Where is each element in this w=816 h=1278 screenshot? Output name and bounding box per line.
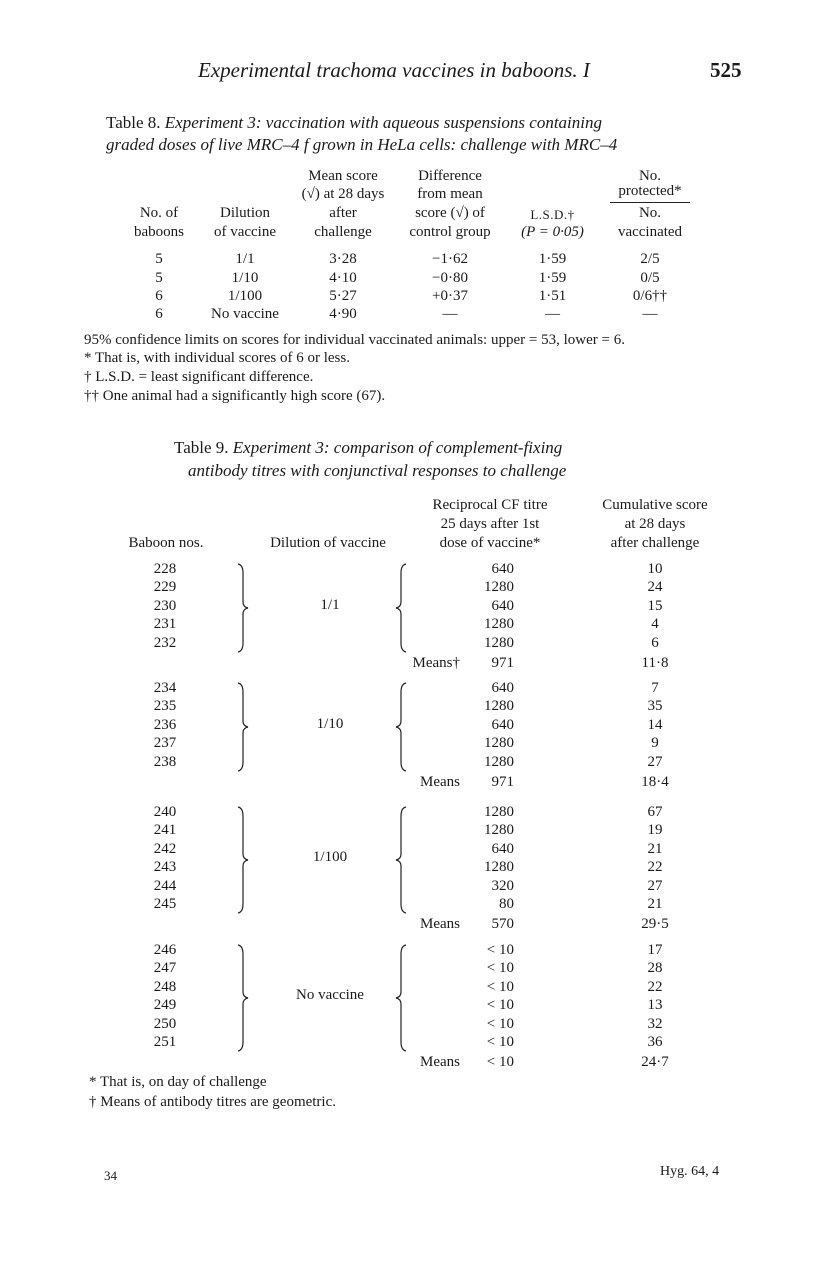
t8-header-diff-4: control group — [409, 224, 491, 240]
t8-header-mean-2: (√) at 28 days — [301, 186, 385, 202]
t9-cell-titre: 1280 — [484, 735, 514, 751]
footer-page-marker: 34 — [104, 1168, 117, 1183]
t9-cell-baboon: 242 — [153, 841, 177, 857]
t9-cell-baboon: 246 — [153, 942, 177, 958]
t8-fraction-rule — [610, 202, 690, 203]
t9-group-brace-left — [236, 806, 252, 914]
t9-means-titre: 971 — [491, 774, 514, 790]
t9-cell-titre: 1280 — [484, 859, 514, 875]
t9-header-score-2: at 28 days — [624, 516, 686, 532]
t9-cell-titre: 80 — [499, 896, 514, 912]
t9-cell-score: 21 — [647, 896, 663, 912]
t8-cell-mean: 3·28 — [329, 251, 357, 267]
t9-cell-titre: 1280 — [484, 616, 514, 632]
t9-means-titre: < 10 — [486, 1054, 514, 1070]
t8-note: * That is, with individual scores of 6 or less. — [84, 350, 350, 366]
t9-cell-baboon: 234 — [153, 680, 177, 696]
t9-header-score-1: Cumulative score — [602, 497, 708, 513]
t9-cell-titre: 1280 — [484, 635, 514, 651]
table9-caption-line1 — [174, 438, 562, 458]
t9-cell-baboon: 243 — [153, 859, 177, 875]
t8-cell-dilution: 1/100 — [227, 288, 263, 304]
t9-cell-baboon: 238 — [153, 754, 177, 770]
t9-group-brace-right — [392, 806, 408, 914]
t9-group-brace-left — [236, 682, 252, 772]
t8-cell-lsd: 1·59 — [538, 270, 567, 286]
t8-cell-diff: +0·37 — [432, 288, 468, 304]
table8-caption-line2: graded doses of live MRC–4 f grown in HeLa cells: challenge with MRC–4 — [106, 135, 618, 154]
t9-group-brace-left — [236, 944, 252, 1052]
t9-cell-score: 17 — [647, 942, 663, 958]
t8-header-protected-2: protected* — [618, 183, 682, 199]
t8-header-diff-2: from mean — [417, 186, 483, 202]
t9-header-titre-3: dose of vaccine* — [439, 535, 541, 551]
t8-cell-diff: — — [442, 306, 458, 322]
t9-cell-score: 10 — [647, 561, 663, 577]
t8-note: †† One animal had a significantly high score (67). — [84, 388, 386, 404]
t9-cell-titre: < 10 — [486, 1016, 514, 1032]
t9-header-baboon-nos: Baboon nos. — [128, 535, 204, 551]
t8-header-baboons-2: baboons — [134, 224, 184, 240]
t8-cell-protected: — — [642, 306, 658, 322]
t9-cell-baboon: 244 — [153, 878, 177, 894]
t9-cell-titre: 640 — [491, 598, 514, 614]
table9-caption-lead: Table 9. — [174, 438, 229, 457]
t8-cell-protected: 0/6†† — [632, 288, 668, 304]
t8-header-mean-1: Mean score — [308, 168, 378, 184]
t9-group-dilution: No vaccine — [296, 987, 364, 1003]
t9-cell-score: 7 — [651, 680, 659, 696]
t9-cell-baboon: 245 — [153, 896, 177, 912]
t9-means-label: Means — [420, 1054, 460, 1070]
t9-cell-baboon: 237 — [153, 735, 177, 751]
t9-header-score-3: after challenge — [610, 535, 700, 551]
running-head — [0, 58, 816, 88]
t9-means-titre: 570 — [491, 916, 514, 932]
t8-header-diff-3: score (√) of — [415, 205, 485, 221]
t9-cell-titre: 640 — [491, 561, 514, 577]
t9-cell-titre: 320 — [491, 878, 514, 894]
t9-cell-titre: 1280 — [484, 804, 514, 820]
t9-cell-score: 9 — [651, 735, 659, 751]
t9-group-brace-left-path — [238, 945, 248, 1051]
t8-cell-diff: −0·80 — [432, 270, 468, 286]
t8-note: † L.S.D. = least significant difference. — [84, 369, 314, 385]
t8-header-mean-3: after — [329, 205, 357, 221]
t9-means-label: Means — [420, 916, 460, 932]
t8-header-mean-4: challenge — [314, 224, 372, 240]
t8-header-protected-4: vaccinated — [617, 224, 683, 240]
t9-group-brace-left-path — [238, 807, 248, 913]
t9-note: † Means of antibody titres are geometric. — [89, 1094, 337, 1110]
t9-means-titre: 971 — [491, 655, 514, 671]
t8-cell-protected: 2/5 — [640, 251, 660, 267]
t8-cell-baboons: 5 — [155, 251, 163, 267]
t9-cell-baboon: 241 — [153, 822, 177, 838]
t9-header-dilution: Dilution of vaccine — [270, 535, 386, 551]
t8-header-dilution-2: of vaccine — [213, 224, 277, 240]
t9-cell-score: 24 — [647, 579, 663, 595]
t9-cell-score: 27 — [647, 878, 663, 894]
t9-cell-titre: < 10 — [486, 997, 514, 1013]
t8-header-lsd-2: (P = 0·05) — [521, 224, 584, 240]
t8-cell-mean: 5·27 — [329, 288, 357, 304]
t9-means-score: 24·7 — [641, 1054, 669, 1070]
page-number: 525 — [710, 58, 742, 82]
t9-cell-baboon: 236 — [153, 717, 177, 733]
t9-cell-score: 32 — [647, 1016, 663, 1032]
t9-group-brace-left — [236, 563, 252, 653]
t9-means-score: 11·8 — [641, 655, 669, 671]
t8-header-dilution-1: Dilution — [219, 205, 270, 221]
t9-cell-titre: 1280 — [484, 754, 514, 770]
t9-group-dilution: 1/10 — [316, 716, 344, 732]
t9-cell-score: 14 — [647, 717, 663, 733]
t9-group-brace-left-path — [238, 564, 248, 652]
running-head-title: Experimental trachoma vaccines in baboons. I — [198, 58, 590, 82]
t9-cell-baboon: 235 — [153, 698, 177, 714]
t9-cell-score: 67 — [647, 804, 663, 820]
t9-header-titre-2: 25 days after 1st — [440, 516, 540, 532]
t9-group-brace-right-path — [396, 807, 406, 913]
t9-cell-titre: 1280 — [484, 579, 514, 595]
t9-cell-score: 22 — [647, 859, 663, 875]
t8-cell-lsd: — — [545, 306, 560, 322]
t9-cell-baboon: 229 — [153, 579, 177, 595]
t9-cell-titre: 640 — [491, 680, 514, 696]
t9-group-brace-right-path — [396, 564, 406, 652]
t9-cell-titre: 640 — [491, 841, 514, 857]
t9-cell-score: 6 — [651, 635, 659, 651]
t9-note: * That is, on day of challenge — [89, 1074, 267, 1090]
t9-group-brace-left-path — [238, 683, 248, 771]
t9-cell-titre: < 10 — [486, 960, 514, 976]
t8-cell-lsd: 1·51 — [538, 288, 567, 304]
t8-note: 95% confidence limits on scores for individual vaccinated animals: upper = 53, lower = 6. — [84, 332, 625, 348]
t8-header-protected-3: No. — [638, 205, 662, 221]
t9-cell-baboon: 249 — [153, 997, 177, 1013]
t8-cell-diff: −1·62 — [432, 251, 468, 267]
t9-cell-baboon: 247 — [153, 960, 177, 976]
t9-group-brace-right-path — [396, 945, 406, 1051]
footer-journal-ref: Hyg. 64, 4 — [660, 1164, 720, 1179]
t9-means-label: Means† — [412, 655, 460, 671]
t8-header-diff-1: Difference — [418, 168, 482, 184]
t9-cell-titre: < 10 — [486, 1034, 514, 1050]
t8-cell-baboons: 6 — [155, 288, 163, 304]
t8-cell-baboons: 5 — [155, 270, 163, 286]
t9-cell-titre: 1280 — [484, 822, 514, 838]
t9-cell-baboon: 240 — [153, 804, 177, 820]
t9-cell-baboon: 228 — [153, 561, 177, 577]
t8-header-protected-1: No. — [638, 168, 662, 184]
t9-cell-titre: 640 — [491, 717, 514, 733]
t9-group-brace-right — [392, 563, 408, 653]
t9-cell-baboon: 230 — [153, 598, 177, 614]
t9-cell-score: 13 — [647, 997, 663, 1013]
t9-means-score: 18·4 — [641, 774, 669, 790]
t9-cell-score: 15 — [647, 598, 663, 614]
t8-cell-dilution: 1/10 — [231, 270, 259, 286]
t8-cell-baboons: 6 — [155, 306, 163, 322]
t9-header-titre-1: Reciprocal CF titre — [432, 497, 548, 513]
t9-cell-titre: < 10 — [486, 979, 514, 995]
t9-group-dilution: 1/100 — [312, 849, 348, 865]
t9-cell-score: 28 — [647, 960, 663, 976]
t9-cell-score: 27 — [647, 754, 663, 770]
table9-caption-text1: Experiment 3: comparison of complement-fixing — [232, 438, 563, 457]
t9-group-brace-right — [392, 682, 408, 772]
t9-cell-score: 22 — [647, 979, 663, 995]
t9-cell-baboon: 248 — [153, 979, 177, 995]
t9-cell-baboon: 231 — [153, 616, 177, 632]
t9-cell-score: 36 — [647, 1034, 663, 1050]
t9-group-brace-right — [392, 944, 408, 1052]
table8-caption-lead: Table 8. — [106, 113, 161, 132]
t9-cell-titre: < 10 — [486, 942, 514, 958]
table8-caption-line1 — [106, 113, 602, 133]
t8-cell-mean: 4·10 — [329, 270, 357, 286]
t9-cell-score: 21 — [647, 841, 663, 857]
t8-cell-dilution: No vaccine — [211, 306, 279, 322]
t8-cell-mean: 4·90 — [329, 306, 357, 322]
t8-cell-dilution: 1/1 — [235, 251, 255, 267]
t9-cell-score: 4 — [651, 616, 659, 632]
t8-header-baboons-1: No. of — [139, 205, 179, 221]
t9-cell-score: 35 — [647, 698, 663, 714]
t8-header-lsd-1: L.S.D.† — [530, 207, 575, 222]
t9-means-label: Means — [420, 774, 460, 790]
table9-caption-line2: antibody titres with conjunctival responses to challenge — [188, 461, 567, 480]
t9-cell-baboon: 250 — [153, 1016, 177, 1032]
t9-cell-baboon: 251 — [153, 1034, 177, 1050]
t9-means-score: 29·5 — [641, 916, 669, 932]
t8-cell-lsd: 1·59 — [538, 251, 567, 267]
t9-group-brace-right-path — [396, 683, 406, 771]
t9-cell-baboon: 232 — [153, 635, 177, 651]
t9-cell-titre: 1280 — [484, 698, 514, 714]
t9-group-dilution: 1/1 — [320, 597, 340, 613]
table8-caption-text1: Experiment 3: vaccination with aqueous suspensions containing — [164, 113, 602, 132]
t9-cell-score: 19 — [647, 822, 663, 838]
t8-cell-protected: 0/5 — [640, 270, 660, 286]
